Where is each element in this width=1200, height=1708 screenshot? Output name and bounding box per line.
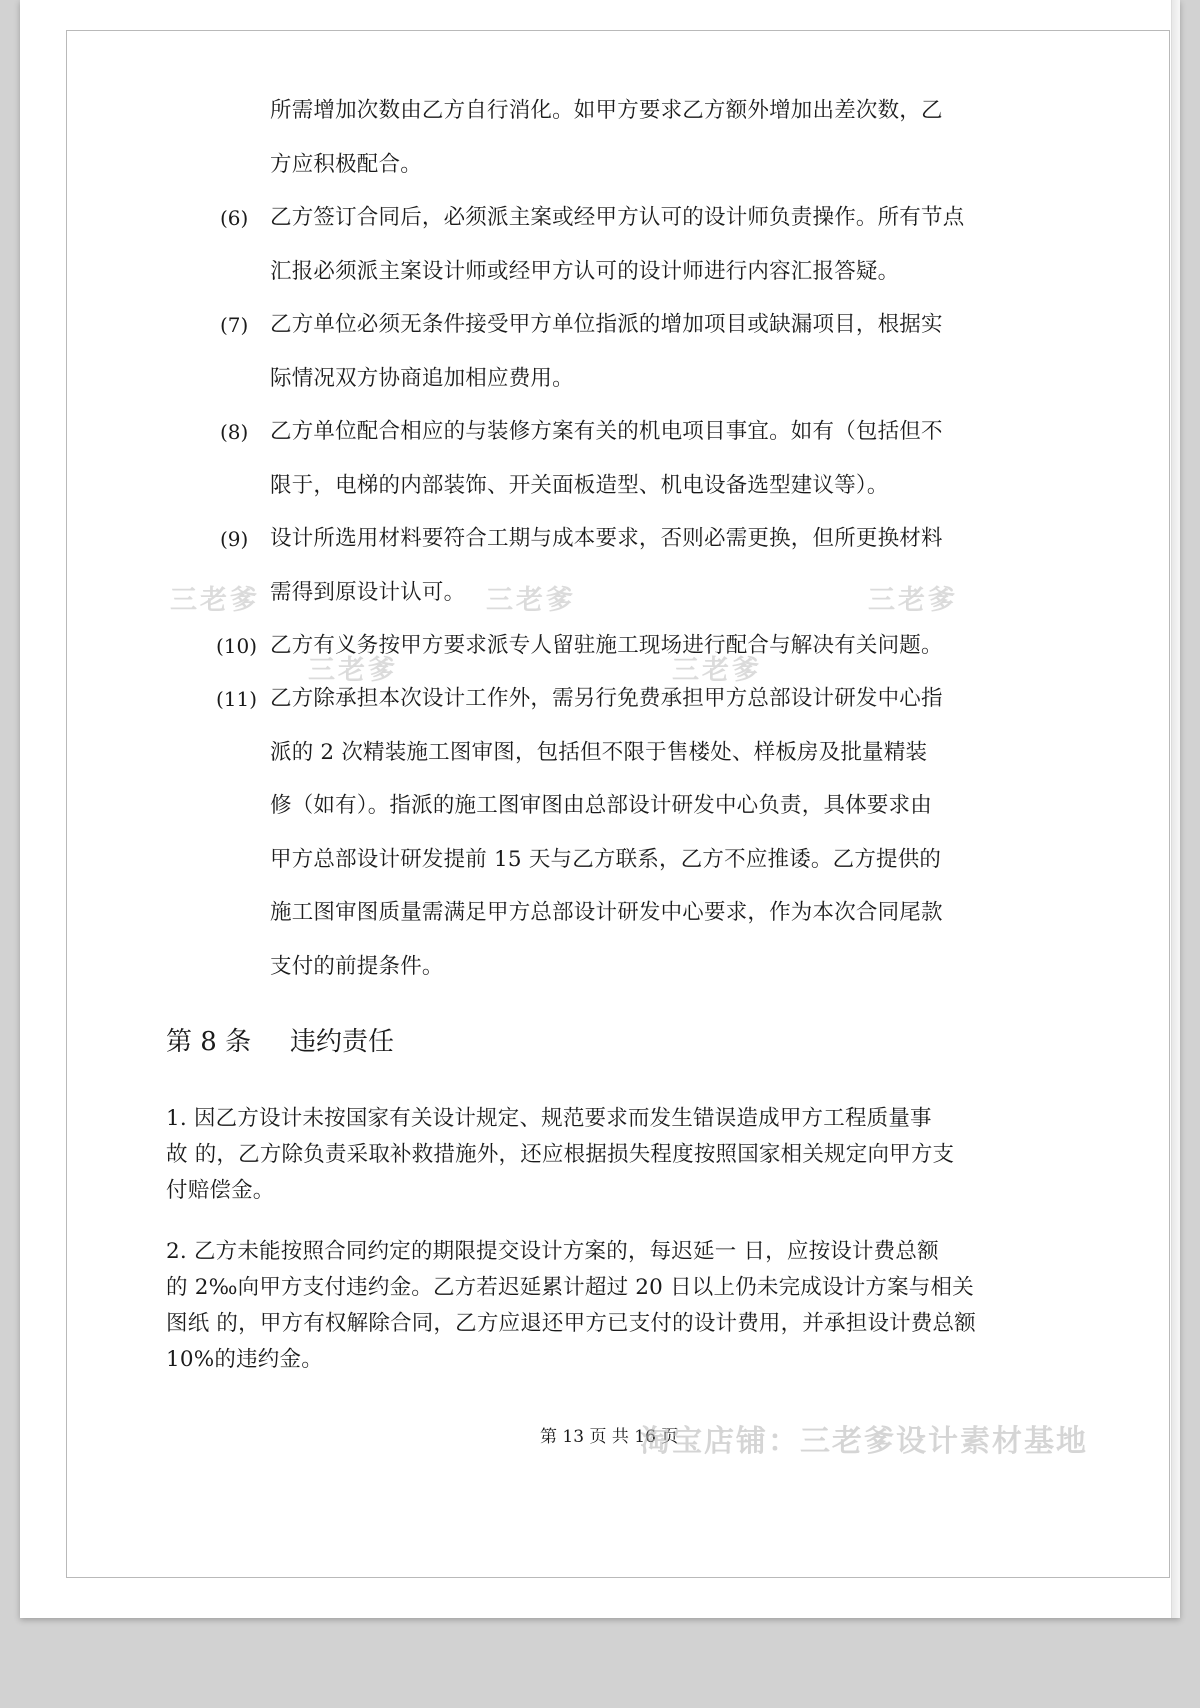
scrollbar-track[interactable] [1171, 0, 1180, 1618]
article-title: 违约责任 [290, 1027, 395, 1057]
list-item-number: (6) [220, 206, 249, 230]
list-item-number: (9) [220, 527, 249, 551]
paragraph-text-line: 10%的违约金。 [166, 1347, 323, 1372]
paragraph-text-line: 1. 因乙方设计未按国家有关设计规定、规范要求而发生错误造成甲方工程质量事 [166, 1106, 932, 1131]
document-page [20, 0, 1180, 1618]
paragraph-text-line: 付赔偿金。 [166, 1178, 275, 1203]
list-item-text-line: 乙方有义务按甲方要求派专人留驻施工现场进行配合与解决有关问题。 [270, 633, 943, 658]
paragraph-text-line: 的 2‰向甲方支付违约金。乙方若迟延累计超过 20 日以上仍未完成设计方案与相关 [166, 1275, 974, 1300]
list-item-text-line: 甲方总部设计研发提前 15 天与乙方联系，乙方不应推诿。乙方提供的 [270, 847, 942, 872]
list-item-text-line: 设计所选用材料要符合工期与成本要求，否则必需更换，但所更换材料 [270, 526, 943, 551]
list-item-text-line: 际情况双方协商追加相应费用。 [270, 366, 574, 391]
watermark-text: 三老爹 [672, 655, 762, 686]
paragraph-text-line: 故 的，乙方除负责采取补救措施外，还应根据损失程度按照国家相关规定向甲方支 [166, 1142, 955, 1167]
list-item-text-line: 汇报必须派主案设计师或经甲方认可的设计师进行内容汇报答疑。 [270, 259, 900, 284]
watermark-text: 三老爹 [486, 585, 576, 616]
list-item-text-line: 乙方单位必须无条件接受甲方单位指派的增加项目或缺漏项目，根据实 [270, 312, 943, 337]
paragraph-text-line: 图纸 的，甲方有权解除合同，乙方应退还甲方已支付的设计费用，并承担设计费总额 [166, 1311, 976, 1336]
list-item-text-line: 修（如有）。指派的施工图审图由总部设计研发中心负责，具体要求由 [270, 793, 932, 818]
page-number: 第 13 页 共 16 页 [540, 1427, 679, 1447]
list-item-text-line: 方应积极配合。 [270, 152, 422, 177]
watermark-text: 三老爹 [170, 585, 260, 616]
list-item-text-line: 支付的前提条件。 [270, 954, 444, 979]
list-item-text-line: 乙方签订合同后，必须派主案或经甲方认可的设计师负责操作。所有节点 [270, 205, 965, 230]
article-number: 第 8 条 [166, 1027, 252, 1057]
list-item-text-line: 乙方单位配合相应的与装修方案有关的机电项目事宜。如有（包括但不 [270, 419, 943, 444]
list-item-text-line: 乙方除承担本次设计工作外，需另行免费承担甲方总部设计研发中心指 [270, 686, 943, 711]
list-item-text-line: 施工图审图质量需满足甲方总部设计研发中心要求，作为本次合同尾款 [270, 900, 943, 925]
list-item-number: (8) [220, 420, 249, 444]
list-item-number: (11) [216, 687, 258, 711]
list-item-text-line: 派的 2 次精装施工图审图，包括但不限于售楼处、样板房及批量精装 [270, 740, 928, 765]
watermark-text: 三老爹 [308, 655, 398, 686]
list-item-text-line: 需得到原设计认可。 [270, 580, 466, 605]
store-watermark: 淘宝店铺：三老爹设计素材基地 [640, 1424, 1088, 1459]
list-item-number: (10) [216, 634, 258, 658]
list-item-number: (7) [220, 313, 249, 337]
list-item-text-line: 所需增加次数由乙方自行消化。如甲方要求乙方额外增加出差次数，乙 [270, 98, 943, 123]
list-item-text-line: 限于，电梯的内部装饰、开关面板造型、机电设备选型建议等）。 [270, 473, 889, 498]
paragraph-text-line: 2. 乙方未能按照合同约定的期限提交设计方案的，每迟延一 日，应按设计费总额 [166, 1239, 939, 1264]
watermark-text: 三老爹 [868, 585, 958, 616]
